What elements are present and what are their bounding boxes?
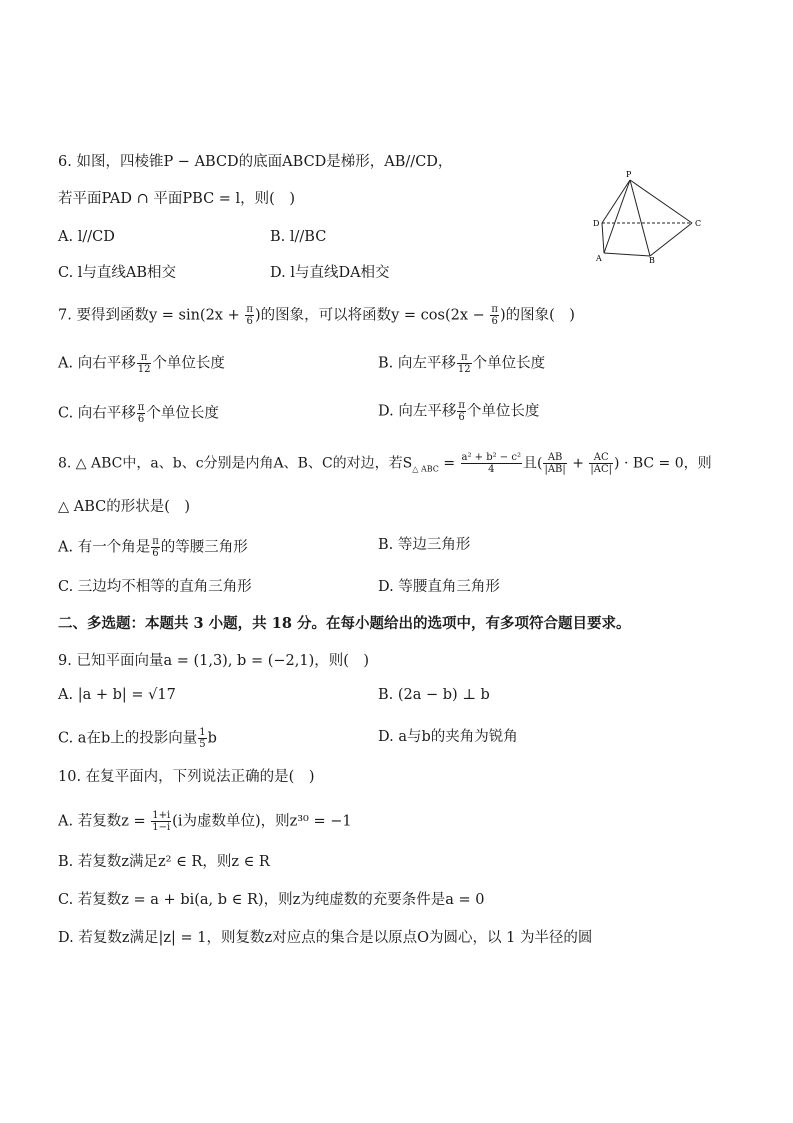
q10-option-b: B. 若复数z满足z² ∈ R，则z ∈ R [58, 854, 270, 870]
q7-frac1 [245, 304, 254, 327]
edge-bc [650, 223, 692, 256]
q7-b-den: 12 [457, 364, 471, 375]
q10-stem: 10. 在复平面内，下列说法正确的是( ) [58, 769, 315, 785]
q8-area-den: 4 [488, 464, 495, 475]
section-2-heading: 二、多选题：本题共 3 小题，共 18 分。在每小题给出的选项中，有多项符合题目要求。 [58, 615, 631, 632]
q7-d-frac [457, 400, 466, 423]
q8-plus: + [567, 455, 589, 472]
q9-c-num: 1 [199, 727, 206, 738]
q7-option-b [378, 352, 545, 375]
q8-ac-den: |AC| [590, 464, 613, 475]
q7-frac2-den: 6 [491, 316, 498, 327]
q7-stem [58, 304, 575, 327]
label-c: C [695, 219, 702, 228]
q8-ab-frac [543, 452, 566, 475]
q7-frac2-num: π [491, 304, 498, 315]
q7-b-pre: B. 向左平移 [378, 355, 456, 372]
q9-c-post: b [207, 730, 217, 747]
q7-option-a [58, 352, 225, 375]
q6-option-b: B. l//BC [270, 229, 327, 245]
edge-pa [604, 180, 630, 253]
q7-c-post: 个单位长度 [146, 405, 219, 422]
q7-option-c [58, 402, 219, 425]
q9-option-b: B. (2a − b) ⊥ b [378, 687, 490, 703]
q9-c-frac [198, 727, 206, 750]
q8-stem-pre: 8. △ ABC中，a、b、c分别是内角A、B、C的对边，若S [58, 455, 413, 472]
q8-stem-and: 且( [522, 455, 543, 472]
q7-b-frac [457, 352, 472, 375]
q7-c-den: 6 [137, 414, 145, 425]
q7-stem-mid: )的图象，可以将函数y = cos(2x − [254, 307, 490, 324]
q9-stem: 9. 已知平面向量a = (1,3), b = (−2,1)，则( ) [58, 653, 370, 669]
q7-a-pre: A. 向右平移 [58, 355, 136, 372]
q10-a-pre: A. 若复数z = [58, 813, 151, 830]
q8-a-num: π [152, 536, 159, 547]
q8-a-post: 的等腰三角形 [160, 539, 248, 556]
q10-a-den: 1−i [152, 822, 171, 833]
q7-c-pre: C. 向右平移 [58, 405, 136, 422]
q9-c-den: 5 [199, 739, 206, 750]
q10-option-c: C. 若复数z = a + bi(a, b ∈ R)，则z为纯虚数的充要条件是a = 0 [58, 892, 485, 908]
q8-a-pre: A. 有一个角是 [58, 539, 151, 556]
q6-option-d: D. l与直线DA相交 [270, 265, 390, 281]
q8-stem-eq: = [438, 455, 460, 472]
q6-option-c: C. l与直线AB相交 [58, 265, 177, 281]
q7-a-post: 个单位长度 [152, 355, 225, 372]
q10-a-post: (i为虚数单位)，则z³⁰ = −1 [172, 813, 352, 830]
q8-stem [58, 452, 712, 479]
q7-c-frac [137, 402, 146, 425]
q7-option-d [378, 400, 539, 423]
q8-ab-den: |AB| [544, 464, 566, 475]
q7-stem-post: )的图象( ) [499, 307, 575, 324]
edge-pd [602, 180, 630, 223]
label-b: B [649, 256, 655, 263]
q7-stem-pre: 7. 要得到函数y = sin(2x + [58, 307, 245, 324]
q10-a-frac [151, 810, 171, 833]
q7-d-den: 6 [458, 412, 465, 423]
q7-a-num: π [137, 352, 152, 364]
q8-a-den: 6 [152, 548, 159, 559]
q7-d-pre: D. 向左平移 [378, 403, 457, 420]
q8-ab-num: AB [543, 452, 566, 464]
q7-frac1-den: 6 [246, 316, 253, 327]
q7-d-post: 个单位长度 [466, 403, 540, 420]
edge-da [602, 223, 604, 253]
q8-stem-sub: △ ABC [412, 464, 439, 474]
q8-ac-frac [589, 452, 613, 475]
q7-d-num: π [458, 400, 465, 411]
q10-option-d: D. 若复数z满足|z| = 1，则复数z对应点的集合是以原点O为圆心，以 1 为半径的圆 [58, 930, 593, 946]
q6-stem-line1: 6. 如图，四棱锥P − ABCD的底面ABCD是梯形，AB//CD， [58, 154, 453, 170]
q8-option-d: D. 等腰直角三角形 [378, 579, 500, 595]
q8-a-frac [151, 536, 160, 559]
q9-option-a: A. |a + b| = √17 [58, 687, 176, 703]
q8-option-a [58, 536, 248, 559]
q10-a-num: 1+i [152, 810, 171, 821]
q9-option-c [58, 727, 217, 750]
q7-b-num: π [457, 352, 472, 364]
q9-option-d: D. a与b的夹角为锐角 [378, 729, 518, 745]
q10-option-a [58, 810, 352, 833]
q7-a-den: 12 [137, 364, 151, 375]
pyramid-figure [592, 168, 707, 263]
q8-option-b: B. 等边三角形 [378, 537, 471, 553]
q6-stem-line2: 若平面PAD ∩ 平面PBC = l，则( ) [58, 191, 295, 207]
q7-a-frac [137, 352, 152, 375]
label-p: P [626, 170, 632, 179]
q9-c-pre: C. a在b上的投影向量 [58, 730, 198, 747]
q8-ac-num: AC [589, 452, 613, 464]
q8-stem-end: ) · BC = 0，则 [614, 455, 712, 472]
q7-frac1-num: π [246, 304, 253, 315]
q7-b-post: 个单位长度 [472, 355, 546, 372]
q7-frac2 [490, 304, 499, 327]
q8-option-c: C. 三边均不相等的直角三角形 [58, 579, 252, 595]
q8-area-frac [461, 452, 522, 475]
edge-ab [604, 253, 650, 256]
q7-c-num: π [137, 402, 145, 413]
q6-option-a: A. l//CD [58, 229, 115, 245]
q8-stem-line2: △ ABC的形状是( ) [58, 499, 191, 515]
label-a: A [596, 254, 602, 263]
label-d: D [593, 219, 600, 228]
q8-area-num: a² + b² − c² [461, 452, 521, 463]
